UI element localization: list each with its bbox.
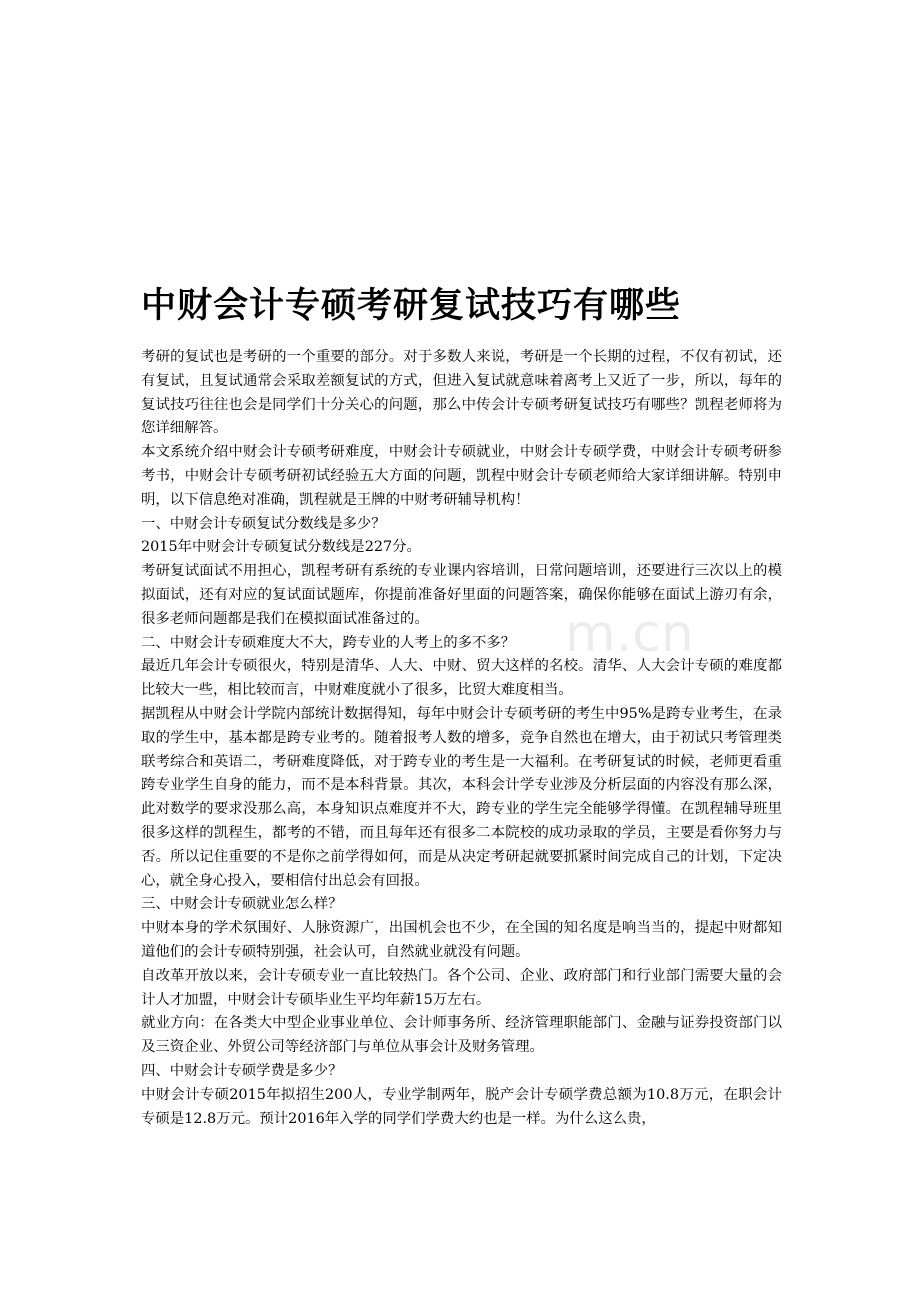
intro-paragraph: 考研的复试也是考研的一个重要的部分。对于多数人来说，考研是一个长期的过程，不仅有初试，还有复试，且复试通常会采取差额复试的方式，但进入复试就意味着离考上又近了一步，所以，每年的复试技巧往往也会是同学们十分关心的问题，那么中传会计专硕考研复试技巧有哪些？凯程老师将为您详细解答。 <box>141 349 782 437</box>
document-body <box>141 346 782 1131</box>
document-title: 中财会计专硕考研复试技巧有哪些 <box>141 286 682 326</box>
paragraph: 2015年中财会计专硕复试分数线是227分。 <box>141 539 421 556</box>
section-heading-2: 二、中财会计专硕难度大不大，跨专业的人考上的多不多？ <box>141 634 516 651</box>
paragraph: 中财本身的学术氛围好、人脉资源广，出国机会也不少，在全国的知名度是响当当的，提起中财都知道他们的会计专硕特别强，社会认可，自然就业就没有问题。 <box>141 920 782 960</box>
section-heading-3: 三、中财会计专硕就业怎么样？ <box>141 896 343 913</box>
paragraph: 考研复试面试不用担心，凯程考研有系统的专业课内容培训，日常问题培训，还要进行三次以上的模拟面试，还有对应的复试面试题库，你提前准备好里面的问题答案，确保你能够在面试上游刃有余，很多老师问题都是我们在模拟面试准备过的。 <box>141 563 782 627</box>
watermark: m.cn <box>565 604 694 664</box>
paragraph: 最近几年会计专硕很火，特别是清华、人大、中财、贸大这样的名校。清华、人大会计专硕的难度都比较大一些，相比较而言，中财难度就小了很多，比贸大难度相当。 <box>141 658 782 699</box>
paragraph: 据凯程从中财会计学院内部统计数据得知，每年中财会计专硕考研的考生中95%是跨专业考生，在录取的学生中，基本都是跨专业考的。随着报考人数的增多，竞争自然也在增大，由于初试只考管理类联考综合和英语二，考研难度降低，对于跨专业的考生是一大福利。在考研复试的时候，老师更看重跨专业学生自身的能力，而不是本科背景。其次，本科会计学专业涉及分析层面的内容没有那么深，此对数学的要求没那么高，本身知识点难度并不大，跨专业的学生完全能够学得懂。在凯程辅导班里很多这样的凯程生，都考的不错，而且每年还有很多二本院校的成功录取的学员，主要是看你努力与否。所以记住重要的不是你之前学得如何，而是从决定考研起就要抓紧时间完成自己的计划，下定决心，就全身心投入，要相信付出总会有回报。 <box>141 705 782 889</box>
overview-paragraph: 本文系统介绍中财会计专硕考研难度，中财会计专硕就业，中财会计专硕学费，中财会计专硕考研参考书，中财会计专硕考研初试经验五大方面的问题，凯程中财会计专硕老师给大家详细讲解。特别申明，以下信息绝对准确，凯程就是王牌的中财考研辅导机构！ <box>141 444 782 508</box>
paragraph: 就业方向：在各类大中型企业事业单位、会计师事务所、经济管理职能部门、金融与证券投资部门以及三资企业、外贸公司等经济部门与单位从事会计及财务管理。 <box>141 1015 782 1056</box>
section-heading-4: 四、中财会计专硕学费是多少？ <box>141 1062 343 1079</box>
paragraph: 自改革开放以来，会计专硕专业一直比较热门。各个公司、企业、政府部门和行业部门需要大量的会计人才加盟，中财会计专硕毕业生平均年薪15万左右。 <box>141 967 782 1008</box>
section-heading-1: 一、中财会计专硕复试分数线是多少？ <box>141 515 386 532</box>
paragraph: 中财会计专硕2015年拟招生200人，专业学制两年，脱产会计专硕学费总额为10.8万元，在职会计专硕是12.8万元。预计2016年入学的同学们学费大约也是一样。为什么这么贵， <box>141 1086 782 1127</box>
